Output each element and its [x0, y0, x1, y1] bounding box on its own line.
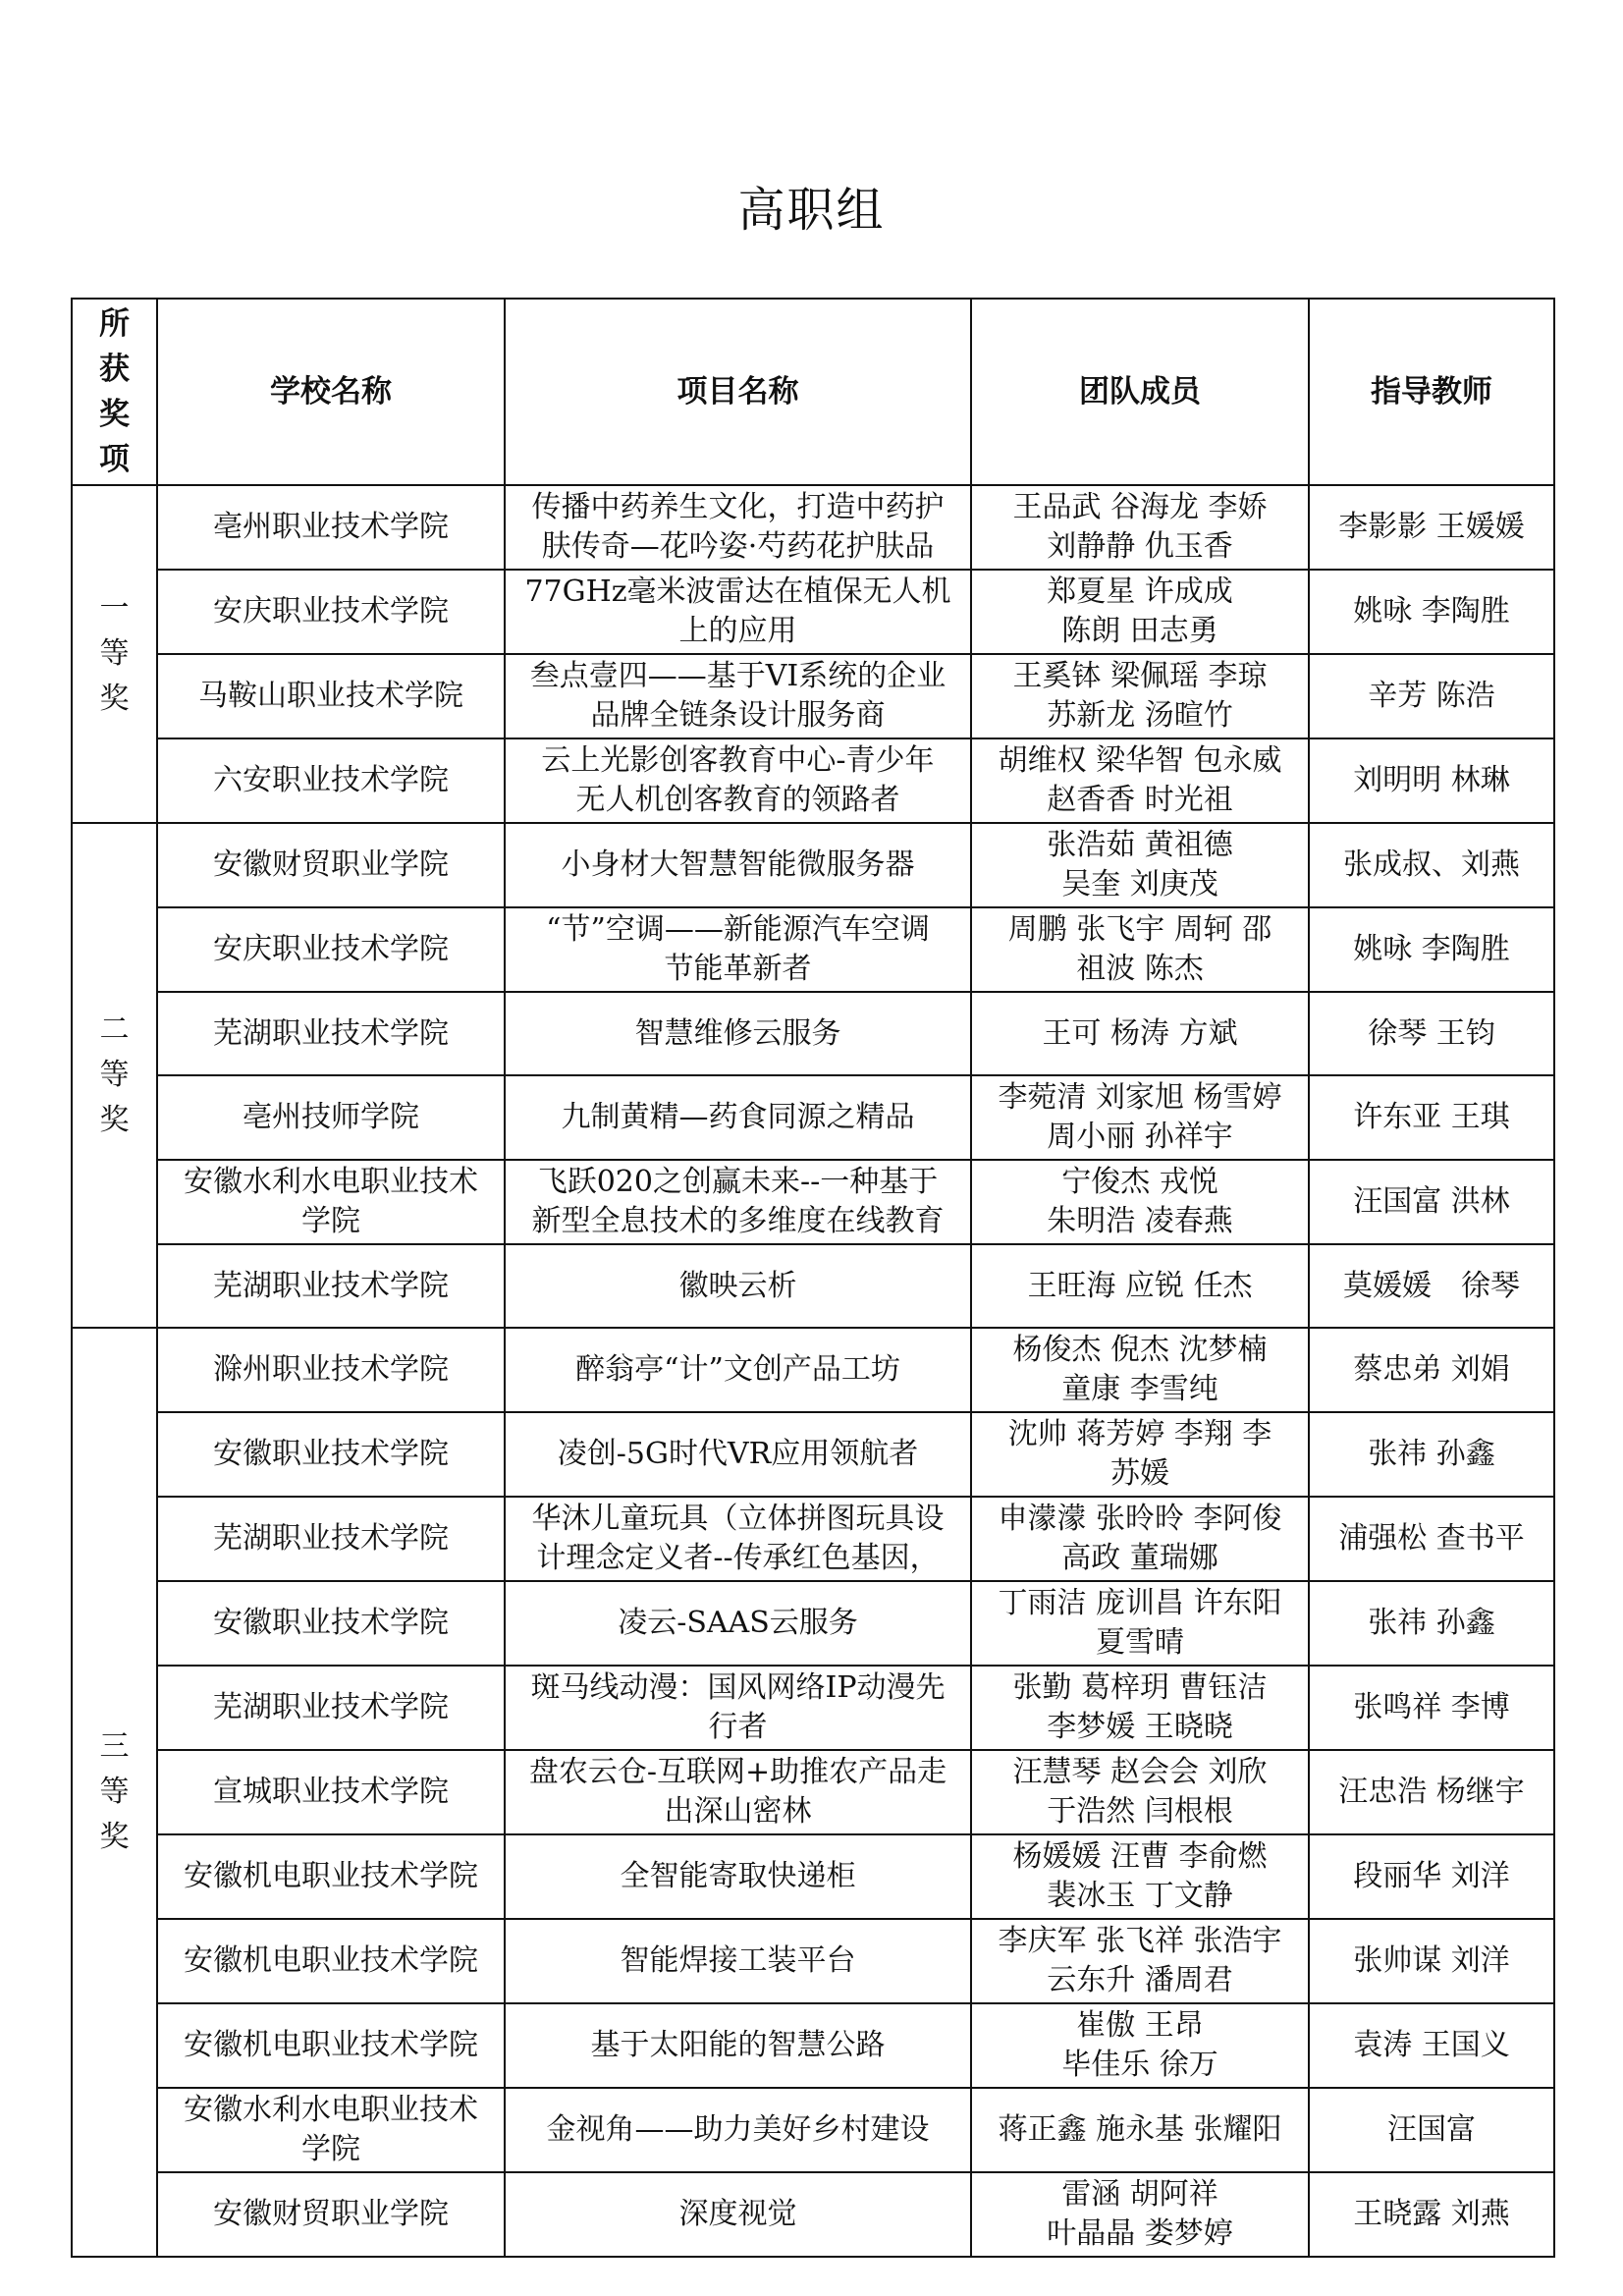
school-cell-text: 亳州职业技术学院: [213, 510, 449, 544]
header-prize: 所获奖项: [72, 299, 157, 485]
teacher-cell: [1309, 1497, 1554, 1581]
teacher-cell-text: 王晓露 刘燕: [1353, 2197, 1510, 2231]
table-row: [72, 1750, 1554, 1834]
teacher-cell: [1309, 1075, 1554, 1160]
project-cell-text: 小身材大智慧智能微服务器: [561, 847, 915, 882]
project-cell-text: 智能焊接工装平台: [620, 1943, 856, 1978]
table-row: [72, 485, 1554, 570]
project-cell: [505, 823, 971, 907]
teacher-cell: [1309, 738, 1554, 823]
project-cell: [505, 570, 971, 654]
members-cell: [971, 1497, 1309, 1581]
school-cell: [157, 1412, 505, 1497]
members-cell: [971, 1412, 1309, 1497]
school-cell-text: 芜湖职业技术学院: [213, 1521, 449, 1556]
table-row: [72, 570, 1554, 654]
teacher-cell-text: 浦强松 查书平: [1338, 1521, 1525, 1556]
members-cell: [971, 2003, 1309, 2088]
prize-cell: [72, 823, 157, 1328]
project-cell: [505, 992, 971, 1075]
project-cell-text: 智慧维修云服务: [634, 1015, 841, 1051]
members-cell: [971, 1919, 1309, 2003]
teacher-cell-text: 张祎 孙鑫: [1368, 1606, 1495, 1640]
members-cell-text: 李庆军 张飞祥 张浩宇 云东升 潘周君: [998, 1924, 1282, 1997]
members-cell: [971, 1834, 1309, 1919]
header-project: 项目名称: [505, 299, 971, 485]
table-row: [72, 1919, 1554, 2003]
project-cell-text: 醉翁亭“计”文创产品工坊: [575, 1352, 900, 1387]
project-cell-text: 凌创-5G时代VR应用领航者: [557, 1437, 919, 1471]
table-row: [72, 1328, 1554, 1412]
members-cell: [971, 1160, 1309, 1244]
school-cell-text: 芜湖职业技术学院: [213, 1690, 449, 1724]
school-cell-text: 安徽财贸职业学院: [213, 847, 449, 882]
project-cell-text: 华沐儿童玩具（立体拼图玩具设 计理念定义者--传承红色基因，: [531, 1502, 945, 1575]
members-cell-text: 郑夏星 许成成 陈朗 田志勇: [1047, 574, 1233, 648]
project-cell: [505, 2088, 971, 2172]
members-cell-text: 沈帅 蒋芳婷 李翔 李 苏媛: [1007, 1417, 1272, 1491]
school-cell: [157, 738, 505, 823]
project-cell: [505, 738, 971, 823]
table-row: [72, 2003, 1554, 2088]
members-cell: [971, 823, 1309, 907]
school-cell: [157, 1244, 505, 1328]
members-cell: [971, 1075, 1309, 1160]
teacher-cell: [1309, 992, 1554, 1075]
table-header-row: [72, 299, 1554, 485]
school-cell-text: 安徽财贸职业学院: [213, 2197, 449, 2231]
project-cell: [505, 1328, 971, 1412]
school-cell-text: 宣城职业技术学院: [213, 1775, 449, 1809]
members-cell-text: 张勤 葛梓玥 曹钰洁 李梦媛 王晓晓: [1012, 1670, 1268, 1744]
school-cell-text: 芜湖职业技术学院: [213, 1015, 449, 1051]
members-cell-text: 李菀清 刘家旭 杨雪婷 周小丽 孙祥宇: [998, 1080, 1282, 1154]
teacher-cell: [1309, 1750, 1554, 1834]
project-cell: [505, 1919, 971, 2003]
members-cell-text: 丁雨洁 庞训昌 许东阳 夏雪晴: [998, 1586, 1282, 1660]
teacher-cell: [1309, 1834, 1554, 1919]
school-cell: [157, 1328, 505, 1412]
table-row: [72, 992, 1554, 1075]
table-row: [72, 1834, 1554, 1919]
table-row: [72, 2088, 1554, 2172]
members-cell-text: 杨俊杰 倪杰 沈梦楠 童康 李雪纯: [1012, 1333, 1268, 1406]
teacher-cell-text: 汪国富: [1387, 2112, 1476, 2147]
project-cell: [505, 654, 971, 738]
members-cell: [971, 654, 1309, 738]
school-cell-text: 安庆职业技术学院: [213, 594, 449, 629]
members-cell: [971, 1244, 1309, 1328]
members-cell: [971, 907, 1309, 992]
members-cell-text: 周鹏 张飞宇 周轲 邵 祖波 陈杰: [1007, 912, 1272, 986]
members-cell-text: 王旺海 应锐 任杰: [1027, 1268, 1253, 1303]
page-title: 高职组: [737, 183, 886, 238]
teacher-cell-text: 蔡忠弟 刘娟: [1353, 1352, 1510, 1387]
table-row: [72, 1412, 1554, 1497]
project-cell-text: 云上光影创客教育中心-青少年 无人机创客教育的领路者: [541, 743, 935, 817]
table-body: [72, 485, 1554, 2257]
teacher-cell: [1309, 1919, 1554, 2003]
members-cell: [971, 1328, 1309, 1412]
header-teacher: 指导教师: [1309, 299, 1554, 485]
teacher-cell-text: 许东亚 王琪: [1353, 1100, 1510, 1134]
members-cell: [971, 2088, 1309, 2172]
school-cell: [157, 2003, 505, 2088]
project-cell-text: 盘农云仓-互联网+助推农产品走 出深山密林: [528, 1755, 947, 1829]
project-cell-text: 传播中药养生文化，打造中药护 肤传奇—花吟姿·芍药花护肤品: [531, 490, 945, 564]
table-row: [72, 738, 1554, 823]
school-cell-text: 安徽机电职业技术学院: [184, 1943, 478, 1978]
teacher-cell-text: 汪忠浩 杨继宇: [1338, 1775, 1525, 1809]
school-cell: [157, 2172, 505, 2257]
table-row: [72, 1497, 1554, 1581]
teacher-cell-text: 姚咏 李陶胜: [1353, 594, 1510, 629]
members-cell-text: 蒋正鑫 施永基 张耀阳: [998, 2112, 1282, 2147]
teacher-cell-text: 姚咏 李陶胜: [1353, 932, 1510, 966]
school-cell-text: 安徽机电职业技术学院: [184, 1859, 478, 1893]
teacher-cell: [1309, 1412, 1554, 1497]
project-cell: [505, 485, 971, 570]
teacher-cell-text: 刘明明 林琳: [1353, 763, 1510, 797]
teacher-cell: [1309, 2003, 1554, 2088]
project-cell-text: 全智能寄取快递柜: [620, 1859, 856, 1893]
teacher-cell-text: 莫媛媛 徐琴: [1343, 1268, 1520, 1303]
members-cell: [971, 570, 1309, 654]
project-cell: [505, 1834, 971, 1919]
school-cell: [157, 1581, 505, 1666]
project-cell: [505, 1075, 971, 1160]
project-cell: [505, 1497, 971, 1581]
school-cell-text: 亳州技师学院: [243, 1100, 419, 1134]
table-row: [72, 1075, 1554, 1160]
members-cell-text: 杨媛媛 汪曹 李俞燃 裴冰玉 丁文静: [1012, 1839, 1268, 1913]
project-cell-text: 基于太阳能的智慧公路: [590, 2028, 886, 2062]
teacher-cell: [1309, 485, 1554, 570]
table-row: [72, 654, 1554, 738]
teacher-cell-text: 汪国富 洪林: [1353, 1184, 1510, 1219]
school-cell: [157, 1497, 505, 1581]
awards-table: [71, 298, 1555, 2258]
members-cell-text: 申濛濛 张昤昤 李阿俊 高政 董瑞娜: [998, 1502, 1282, 1575]
table-row: [72, 1160, 1554, 1244]
members-cell-text: 王可 杨涛 方斌: [1042, 1015, 1238, 1051]
school-cell-text: 安徽水利水电职业技术 学院: [184, 2093, 478, 2166]
project-cell-text: “节”空调——新能源汽车空调 节能革新者: [546, 912, 930, 986]
school-cell: [157, 485, 505, 570]
school-cell: [157, 907, 505, 992]
project-cell-text: 金视角——助力美好乡村建设: [546, 2112, 930, 2147]
teacher-cell: [1309, 1666, 1554, 1750]
teacher-cell: [1309, 2172, 1554, 2257]
teacher-cell-text: 辛芳 陈浩: [1368, 679, 1495, 713]
project-cell: [505, 1666, 971, 1750]
project-cell: [505, 1160, 971, 1244]
teacher-cell-text: 徐琴 王钧: [1368, 1015, 1495, 1051]
teacher-cell: [1309, 823, 1554, 907]
project-cell: [505, 1581, 971, 1666]
project-cell-text: 深度视觉: [678, 2197, 797, 2231]
teacher-cell-text: 张帅谋 刘洋: [1353, 1943, 1510, 1978]
table-row: [72, 823, 1554, 907]
teacher-cell: [1309, 907, 1554, 992]
school-cell-text: 滁州职业技术学院: [213, 1352, 449, 1387]
teacher-cell-text: 张成叔、刘燕: [1343, 847, 1520, 882]
teacher-cell: [1309, 1160, 1554, 1244]
teacher-cell-text: 袁涛 王国义: [1353, 2028, 1510, 2062]
members-cell: [971, 1750, 1309, 1834]
members-cell-text: 崔傲 王昂 毕佳乐 徐万: [1061, 2008, 1218, 2082]
school-cell-text: 芜湖职业技术学院: [213, 1268, 449, 1303]
members-cell: [971, 738, 1309, 823]
members-cell: [971, 992, 1309, 1075]
members-cell-text: 雷涵 胡阿祥 叶晶晶 娄梦婷: [1047, 2177, 1233, 2251]
school-cell-text: 安徽机电职业技术学院: [184, 2028, 478, 2062]
teacher-cell: [1309, 1581, 1554, 1666]
prize-label: 一等奖: [99, 591, 130, 716]
school-cell: [157, 2088, 505, 2172]
teacher-cell: [1309, 1328, 1554, 1412]
school-cell-text: 安徽职业技术学院: [213, 1606, 449, 1640]
teacher-cell-text: 张鸣祥 李博: [1353, 1690, 1510, 1724]
school-cell: [157, 1075, 505, 1160]
project-cell-text: 九制黄精—药食同源之精品: [561, 1100, 915, 1134]
project-cell: [505, 907, 971, 992]
school-cell-text: 六安职业技术学院: [213, 763, 449, 797]
members-cell: [971, 485, 1309, 570]
project-cell: [505, 1750, 971, 1834]
members-cell-text: 汪慧琴 赵会会 刘欣 于浩然 闫根根: [1012, 1755, 1268, 1829]
school-cell: [157, 823, 505, 907]
table-row: [72, 2172, 1554, 2257]
teacher-cell: [1309, 654, 1554, 738]
members-cell-text: 张浩茹 黄祖德 吴奎 刘庚茂: [1047, 828, 1233, 902]
teacher-cell: [1309, 570, 1554, 654]
teacher-cell-text: 张祎 孙鑫: [1368, 1437, 1495, 1471]
members-cell-text: 王奚钵 梁佩瑶 李琼 苏新龙 汤暄竹: [1012, 659, 1268, 733]
table-row: [72, 1666, 1554, 1750]
school-cell: [157, 1750, 505, 1834]
school-cell: [157, 654, 505, 738]
project-cell-text: 凌云-SAAS云服务: [618, 1606, 858, 1640]
school-cell: [157, 1834, 505, 1919]
school-cell: [157, 992, 505, 1075]
teacher-cell: [1309, 1244, 1554, 1328]
table-row: [72, 907, 1554, 992]
project-cell: [505, 2172, 971, 2257]
members-cell-text: 宁俊杰 戎悦 朱明浩 凌春燕: [1047, 1165, 1233, 1238]
project-cell-text: 77GHz毫米波雷达在植保无人机 上的应用: [524, 574, 951, 648]
project-cell-text: 徽映云析: [678, 1268, 797, 1303]
teacher-cell-text: 段丽华 刘洋: [1353, 1859, 1510, 1893]
prize-cell: [72, 485, 157, 823]
table-row: [72, 1581, 1554, 1666]
members-cell: [971, 2172, 1309, 2257]
project-cell: [505, 2003, 971, 2088]
project-cell: [505, 1412, 971, 1497]
header-members: 团队成员: [971, 299, 1309, 485]
school-cell: [157, 1666, 505, 1750]
teacher-cell: [1309, 2088, 1554, 2172]
project-cell-text: 斑马线动漫：国风网络IP动漫先 行者: [530, 1670, 946, 1744]
project-cell-text: 飞跃020之创赢未来--一种基于 新型全息技术的多维度在线教育: [531, 1165, 945, 1238]
members-cell: [971, 1581, 1309, 1666]
school-cell: [157, 1160, 505, 1244]
members-cell-text: 王品武 谷海龙 李娇 刘静静 仇玉香: [1012, 490, 1268, 564]
prize-cell: [72, 1328, 157, 2257]
header-school: 学校名称: [157, 299, 505, 485]
project-cell: [505, 1244, 971, 1328]
project-cell-text: 叁点壹四——基于VI系统的企业 品牌全链条设计服务商: [529, 659, 947, 733]
school-cell-text: 安徽水利水电职业技术 学院: [184, 1165, 478, 1238]
school-cell-text: 马鞍山职业技术学院: [198, 679, 463, 713]
school-cell-text: 安徽职业技术学院: [213, 1437, 449, 1471]
members-cell-text: 胡维权 梁华智 包永威 赵香香 时光祖: [998, 743, 1282, 817]
school-cell-text: 安庆职业技术学院: [213, 932, 449, 966]
members-cell: [971, 1666, 1309, 1750]
prize-label: 二等奖: [99, 1012, 130, 1137]
teacher-cell-text: 李影影 王媛媛: [1338, 510, 1525, 544]
school-cell: [157, 570, 505, 654]
table-row: [72, 1244, 1554, 1328]
prize-label: 三等奖: [99, 1729, 130, 1854]
school-cell: [157, 1919, 505, 2003]
